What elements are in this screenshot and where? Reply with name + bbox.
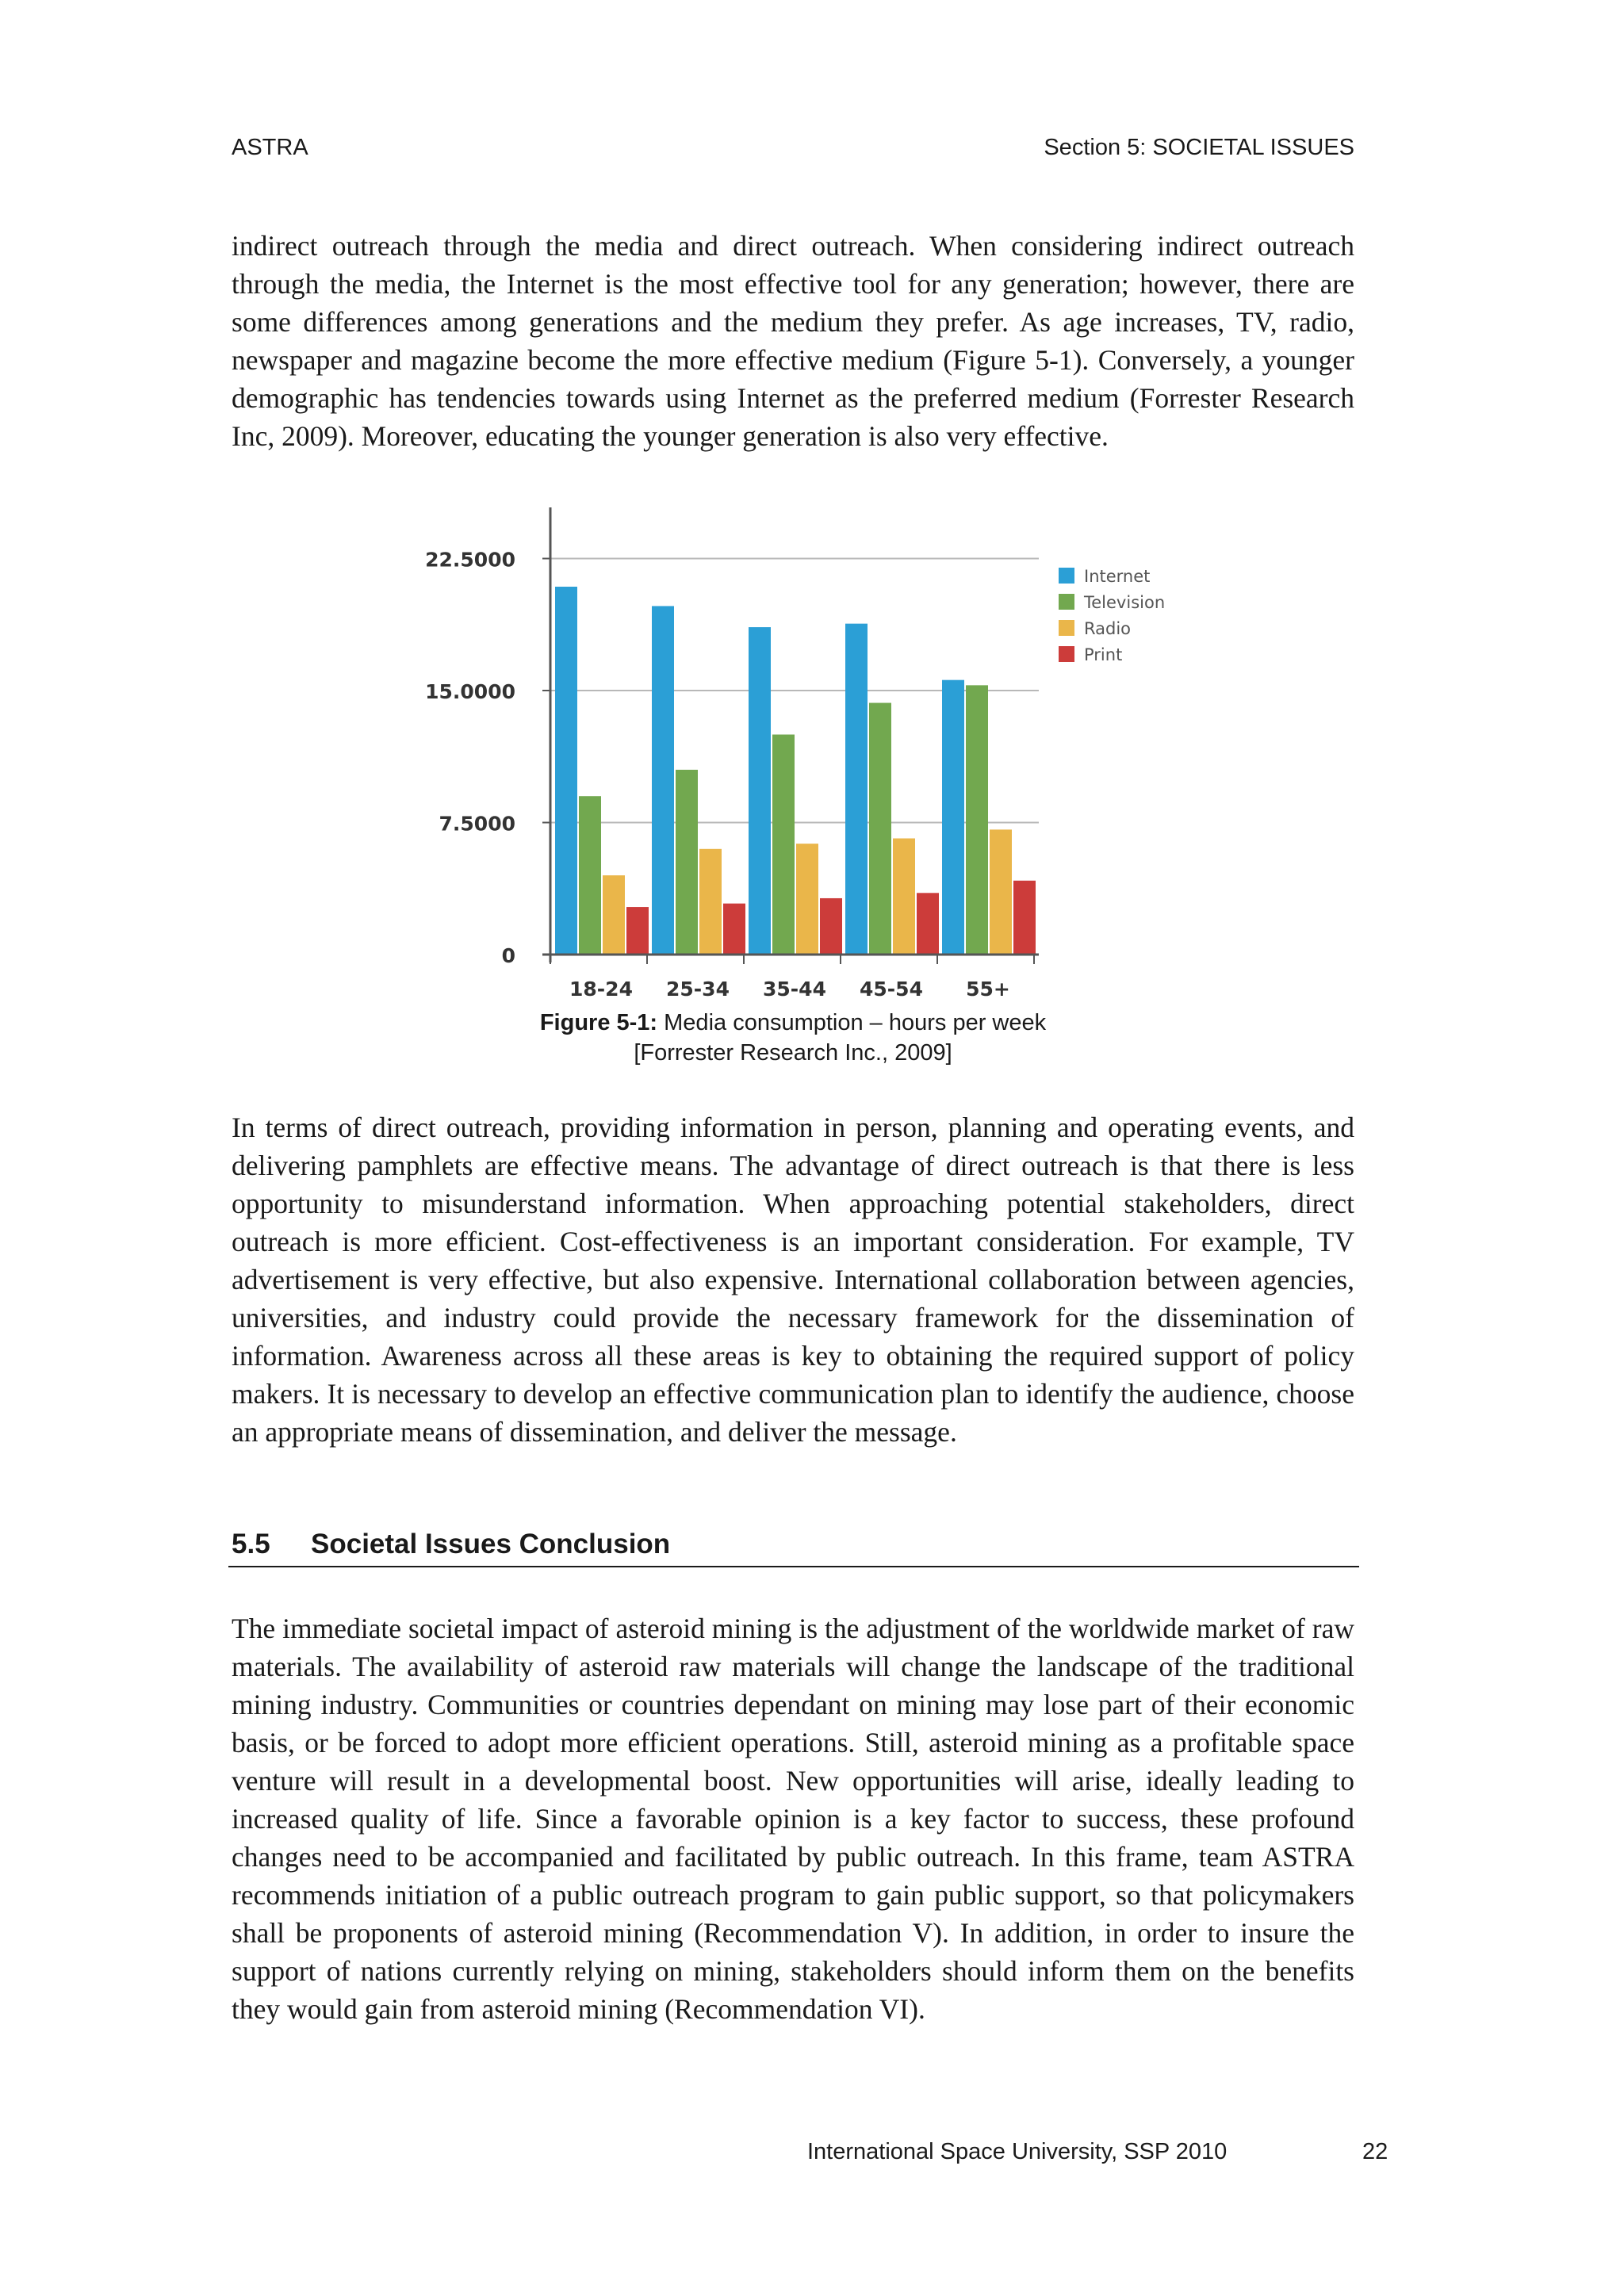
paragraph-conclusion: The immediate societal impact of asteroid mining is the adjustment of the worldwide market of raw materials. The availability of asteroid raw materials will change the landscape of the traditional mining industry. Communities or countries dependant on mining may lose part of their economic basis, or be forced to adopt more efficient operations. Still, asteroid mining as a profitable space venture will result in a developmental boost. New opportunities will arise, ideally leading to increased quality of life. Since a favorable opinion is a key factor to success, these profound changes need to be accompanied and facilitated by public outreach. In this frame, team ASTRA recommends initiation of a public outreach program to gain public support, so that policymakers shall be proponents of asteroid mining (Recommendation V). In addition, in order to insure the support of nations currently relying on mining, stakeholders should inform them on the benefits they would gain from asteroid mining (Recommendation VI).: [232, 1613, 1354, 2025]
legend-label-print: Print: [1084, 645, 1123, 664]
bar-television-45-54: [869, 703, 891, 955]
bar-internet-45-54: [845, 624, 868, 955]
legend-label-internet: Internet: [1084, 567, 1151, 586]
running-header-left: ASTRA: [232, 135, 308, 160]
x-tick-label: 35-44: [763, 978, 826, 1001]
running-header-right: Section 5: SOCIETAL ISSUES: [1044, 135, 1354, 160]
section-title: Societal Issues Conclusion: [311, 1529, 671, 1559]
bar-internet-25-34: [652, 606, 674, 955]
legend-label-television: Television: [1084, 593, 1166, 612]
legend-swatch-television: [1059, 594, 1074, 610]
bar-radio-25-34: [699, 849, 722, 955]
section-number: 5.5: [232, 1529, 270, 1559]
media-consumption-chart: [0, 0, 1624, 1110]
x-tick-label: 55+: [966, 978, 1010, 1001]
bar-radio-35-44: [796, 844, 818, 955]
bar-radio-55+: [990, 829, 1012, 955]
bar-print-55+: [1013, 881, 1036, 955]
bar-television-18-24: [579, 796, 601, 955]
figure-caption-text: Media consumption – hours per week: [657, 1010, 1047, 1035]
bar-television-55+: [966, 685, 988, 955]
bar-television-25-34: [676, 770, 698, 955]
legend-swatch-radio: [1059, 620, 1074, 636]
legend-label-radio: Radio: [1084, 619, 1132, 638]
bar-television-35-44: [772, 735, 795, 955]
figure-label: Figure 5-1:: [539, 1010, 658, 1035]
x-tick-label: 18-24: [569, 978, 633, 1001]
bar-radio-18-24: [603, 875, 625, 955]
chart-legend: [1059, 567, 1165, 664]
legend-swatch-internet: [1059, 568, 1074, 584]
bar-internet-35-44: [749, 627, 771, 955]
figure-source: [Forrester Research Inc., 2009]: [634, 1040, 952, 1066]
y-tick-label: 22.5000: [425, 548, 515, 572]
paragraph-outreach-media: indirect outreach through the media and direct outreach. When considering indirect outreach through the media, the Internet is the most effective tool for any generation; however, there are some differences among generations and the medium they prefer. As age increases, TV, radio, newspaper and magazine become the more effective medium (Figure 5-1). Conversely, a younger demographic has tendencies towards using Internet as the preferred medium (Forrester Research Inc, 2009). Moreover, educating the younger generation is also very effective.: [232, 230, 1354, 452]
bar-print-45-54: [917, 893, 939, 955]
legend-swatch-print: [1059, 646, 1074, 662]
chart-bars: [555, 587, 1036, 955]
section-heading: [232, 1529, 670, 1560]
paragraph-direct-outreach: In terms of direct outreach, providing information in person, planning and operating events, and delivering pamphlets are effective means. The advantage of direct outreach is that there is less opportunity to misunderstand information. When approaching potential stakeholders, direct outreach is more efficient. Cost-effectiveness is an important consideration. For example, TV advertisement is very effective, but also expensive. International collaboration between agencies, universities, and industry could provide the necessary framework for the dissemination of information. Awareness across all these areas is key to obtaining the required support of policy makers. It is necessary to develop an effective communication plan to identify the audience, choose an appropriate means of dissemination, and deliver the message.: [232, 1112, 1354, 1448]
section-rule: [228, 1566, 1359, 1567]
bar-print-18-24: [626, 907, 649, 955]
bar-internet-18-24: [555, 587, 577, 955]
y-tick-label: 15.0000: [425, 680, 515, 703]
y-tick-label: 0: [501, 944, 515, 967]
page-number: 22: [1362, 2139, 1388, 2164]
x-tick-label: 45-54: [860, 978, 923, 1001]
footer-text: International Space University, SSP 2010: [807, 2139, 1228, 2164]
y-tick-label: 7.5000: [439, 812, 515, 836]
bar-radio-45-54: [893, 838, 915, 955]
bar-print-35-44: [820, 898, 842, 955]
bar-internet-55+: [942, 680, 964, 955]
figure-caption: [0, 1010, 1586, 1036]
x-tick-label: 25-34: [666, 978, 730, 1001]
bar-print-25-34: [723, 904, 745, 955]
